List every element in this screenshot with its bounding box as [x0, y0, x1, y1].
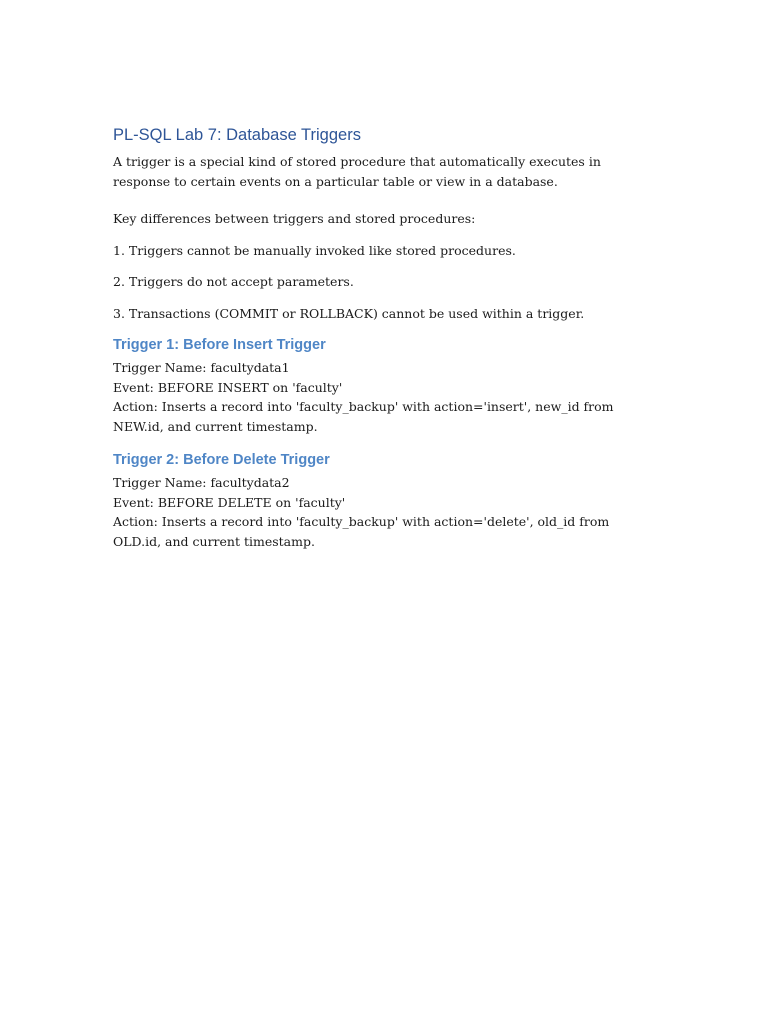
intro-paragraph: A trigger is a special kind of stored procedure that automatically executes in response to certain events on a particular table or view in a database.: [113, 154, 601, 189]
trigger-event: Event: BEFORE INSERT on 'faculty': [113, 379, 343, 395]
trigger-section-2: [113, 450, 658, 551]
difference-item-3: 3. Transactions (COMMIT or ROLLBACK) cannot be used within a trigger.: [113, 305, 585, 321]
trigger-name: Trigger Name: facultydata2: [113, 475, 290, 490]
trigger-action: Action: Inserts a record into 'faculty_backup' with action='delete', old_id from OLD.id, and current timestamp.: [113, 514, 610, 549]
trigger-action: Action: Inserts a record into 'faculty_backup' with action='insert', new_id from NEW.id, and current timestamp.: [113, 399, 614, 434]
key-differences-heading: Key differences between triggers and stored procedures:: [113, 211, 476, 226]
document-page: [113, 124, 658, 565]
trigger-section-1: [113, 335, 658, 436]
document-title: PL-SQL Lab 7: Database Triggers: [113, 126, 361, 144]
trigger-name: Trigger Name: facultydata1: [113, 360, 290, 375]
trigger-heading: Trigger 1: Before Insert Trigger: [113, 337, 326, 353]
difference-item-2: 2. Triggers do not accept parameters.: [113, 274, 354, 289]
trigger-heading: Trigger 2: Before Delete Trigger: [113, 452, 330, 468]
trigger-event: Event: BEFORE DELETE on 'faculty': [113, 494, 346, 510]
difference-item-1: 1. Triggers cannot be manually invoked like stored procedures.: [113, 242, 516, 258]
